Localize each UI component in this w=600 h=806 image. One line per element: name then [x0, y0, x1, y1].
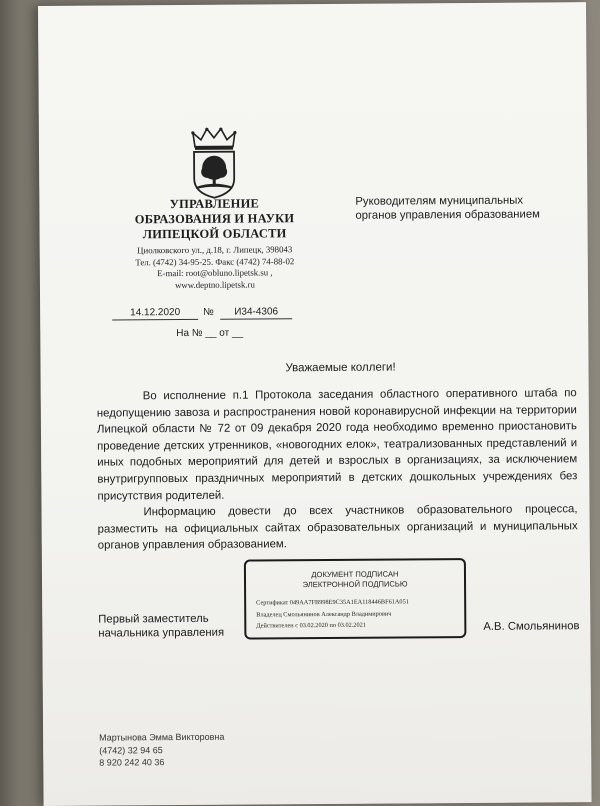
body-paragraph: Информацию довести до всех участников образовательного процесса, разместить на официальных сайтах образовательных организаций и муниципальных органов управления образованием. [97, 503, 578, 552]
organization-name [119, 196, 309, 242]
signer-position-line: Первый заместитель [98, 612, 209, 626]
reference-line: На № __ от __ [176, 327, 244, 340]
registration-date: 14.12.2020 [112, 307, 198, 321]
electronic-signature-stamp [244, 558, 467, 640]
stamp-title-line: ЭЛЕКТРОННОЙ ПОДПИСЬЮ [302, 579, 408, 590]
owner-line: Владелец Смольянинов Александр Владимирович [256, 610, 392, 618]
lipetsk-coat-of-arms-icon [187, 127, 242, 199]
org-name-line: УПРАВЛЕНИЕ [169, 196, 260, 212]
certificate-line: Сертификат 049AA7FB998E9C35A1EA118446BF61A051 [256, 598, 409, 607]
phone-fax-line: Тел. (4742) 34-95-25. Факс (4742) 74-88-02 [135, 255, 295, 267]
executor-name: Мартынова Эмма Викторовна [99, 731, 225, 743]
stamp-title [246, 569, 464, 591]
letter-body [97, 385, 578, 554]
recipient-line: органов управления образованием [355, 208, 540, 222]
salutation: Уважаемые коллеги! [285, 361, 396, 375]
organization-contacts [112, 244, 318, 291]
org-name-line: ЛИПЕЦКОЙ ОБЛАСТИ [142, 226, 287, 242]
stamp-title-line: ДОКУМЕНТ ПОДПИСАН [311, 569, 399, 580]
signer-name: А.В. Смольянинов [483, 620, 580, 633]
registration-number: И34-4306 [220, 306, 292, 320]
letter-sheet [38, 2, 592, 806]
registration-number-label: № [203, 306, 214, 318]
stamp-details [256, 596, 460, 632]
validity-line: Действителен с 03.02.2020 по 03.02.2021 [256, 621, 366, 630]
email-line: E-mail: root@obluno.lipetsk.su , [157, 267, 273, 279]
address-line: Циолковского ул., д.18, г. Липецк, 398043 [137, 244, 293, 256]
signer-position-line: начальника управления [98, 626, 225, 640]
org-name-line: ОБРАЗОВАНИЯ И НАУКИ [134, 211, 295, 227]
body-paragraph: Во исполнение п.1 Протокола заседания областного оперативного штаба по недопущению завоза и распространения новой коронавирусной инфекции на территории Липецкой области № 72 от 09 декабря 2020 года необходимо временно приостановить проведение детских утренников, «новогодних елок», театрализованных представлений и иных подобных мероприятий для детей и взрослых в организациях, за исключением внутригрупповых праздничных мероприятий в детских дошкольных учреждениях без присутствия родителей. [96, 387, 578, 503]
recipient-line: Руководителям муниципальных [355, 194, 524, 208]
executor-phone: 8 920 242 40 36 [99, 757, 165, 768]
executor-block [99, 731, 225, 769]
executor-phone: (4742) 32 94 65 [99, 744, 163, 756]
signer-position [98, 612, 224, 641]
recipient-block [355, 193, 575, 223]
website-line: www.deptno.lipetsk.ru [175, 278, 255, 290]
